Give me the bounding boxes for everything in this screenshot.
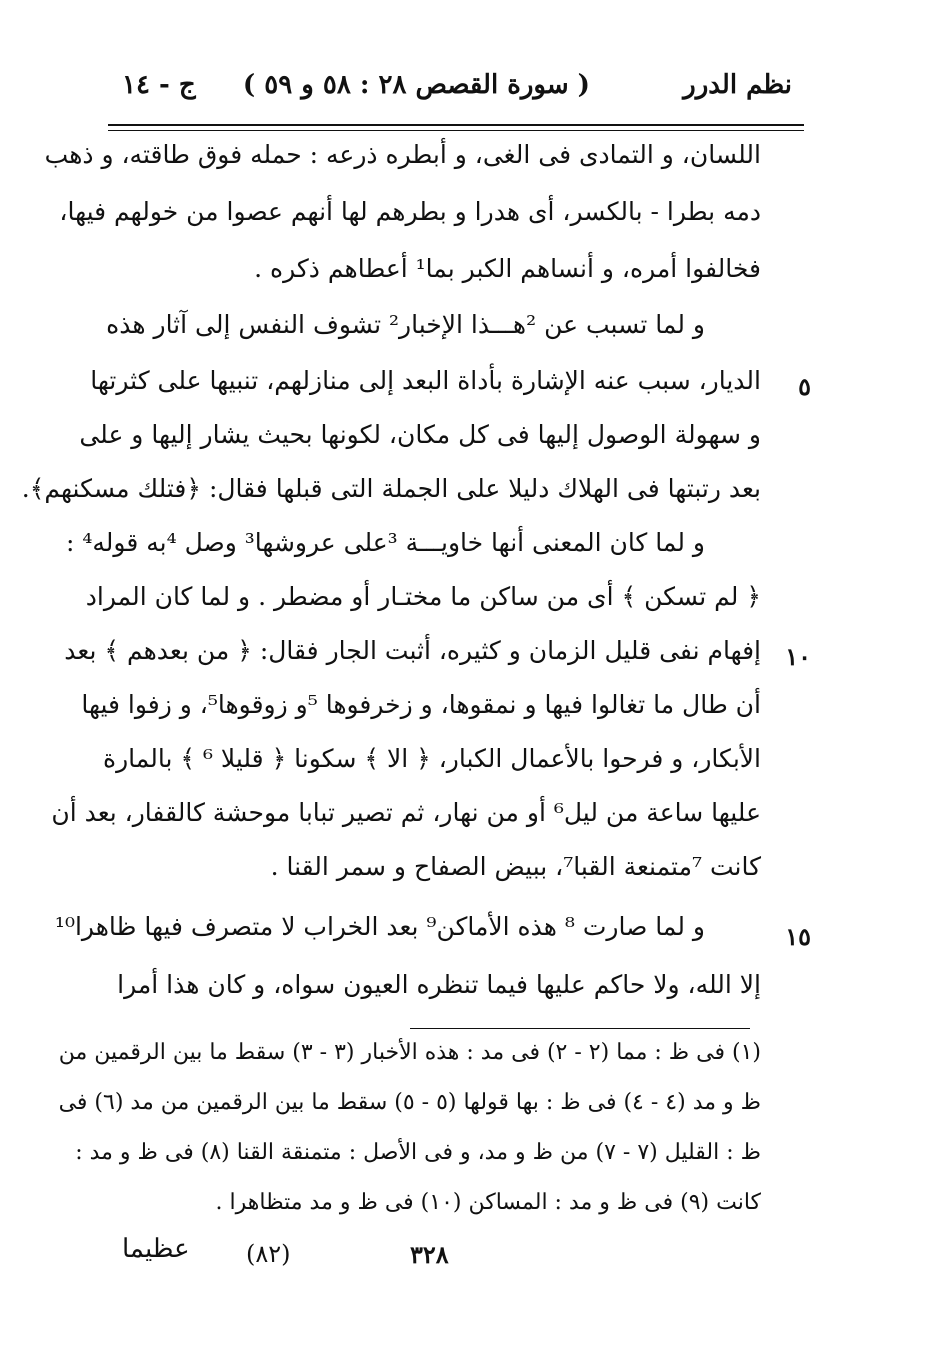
text-line: و لما تسبب عن ²هـــذا الإخبار² تشوف النفس إلى آثار هذه	[106, 310, 705, 339]
footnote-rule	[410, 1028, 750, 1029]
footnote-line: ظ : القليل (٧ - ٧) من ظ و مد، و فى الأصل : متمنقة القنا (٨) فى ظ و مد :	[75, 1140, 761, 1165]
text-line: فخالفوا أمره، و أنساهم الكبر بما¹ أعطاهم ذكره .	[254, 254, 761, 283]
text-line: إفهام نفى قليل الزمان و كثيره، أثبت الجار فقال: ﴿ من بعدهم ﴾ بعد	[64, 636, 761, 665]
text-line: و لما كان المعنى أنها خاويـــة ³على عروشها³ وصل ⁴به قوله⁴ :	[65, 528, 705, 557]
text-line: الديار، سبب عنه الإشارة بأداة البعد إلى منازلهم، تنبيها على كثرتها	[90, 366, 761, 395]
line-number-15: ١٥	[785, 922, 811, 951]
footnote-line: كانت (٩) فى ظ و مد : المساكن (١٠) فى ظ و مد متظاهرا .	[215, 1190, 761, 1215]
footnote-line: (١) فى ظ : مما (٢ - ٢) فى مد : هذه الأخبار (٣ - ٣) سقط ما بين الرقمين من	[58, 1040, 761, 1065]
text-line: إلا الله، ولا حاكم عليها فيما تنظره العيون سواه، و كان هذا أمرا	[117, 970, 761, 999]
catchword: عظيما	[122, 1234, 190, 1264]
text-line: و سهولة الوصول إليها فى كل مكان، لكونها بحيث يشار إليها و على	[79, 420, 761, 449]
text-line: الأبكار، و فرحوا بالأعمال الكبار، ﴿ الا ﴾ سكونا ﴿ قليلا ⁶ ﴾ بالمارة	[102, 744, 761, 773]
text-line: كانت ⁷متمنعة القبا⁷، ببيض الصفاح و سمر القنا .	[270, 852, 761, 881]
header-rule-thin	[108, 130, 804, 131]
text-line: و لما صارت ⁸ هذه الأماكن⁹ بعد الخراب لا متصرف فيها ظاهرا¹⁰	[54, 912, 705, 941]
running-header	[110, 70, 800, 110]
signature-mark: (٨٢)	[246, 1240, 291, 1268]
text-line: ﴿ لم تسكن ﴾ أى من ساكن ما مختـار أو مضطر . و لما كان المراد	[85, 582, 761, 611]
header-rule-thick	[108, 124, 804, 126]
book-title: نظم الدرر	[683, 70, 792, 100]
text-line: بعد رتبتها فى الهلاك دليلا على الجملة التى قبلها فقال: ﴿فتلك مسكنهم﴾.	[21, 474, 761, 503]
footnote-line: ظ و مد (٤ - ٤) فى ظ : بها قولها (٥ - ٥) سقط ما بين الرقمين من مد (٦) فى	[58, 1090, 761, 1115]
surah-reference: ( سورة القصص ٢٨ : ٥٨ و ٥٩ )	[242, 70, 590, 100]
line-number-5: ٥	[798, 372, 811, 401]
volume-number: ج - ١٤	[122, 70, 196, 100]
text-line: دمه بطرا - بالكسر، أى هدرا و بطرهم لها أنهم عصوا من خولهم فيها،	[59, 197, 761, 226]
text-line: اللسان، و التمادى فى الغى، و أبطره ذرعه : حمله فوق طاقته، و ذهب	[44, 140, 761, 169]
line-number-10: ١٠	[785, 642, 811, 671]
text-line: عليها ساعة من ليل⁶ أو من نهار، ثم تصير تبابا موحشة كالقفار، بعد أن	[51, 798, 761, 827]
text-line: أن طال ما تغالوا فيها و نمقوها، و زخرفوها ⁵و زوقوها⁵، و زفوا فيها	[81, 690, 761, 719]
page-number: ٣٢٨	[410, 1240, 449, 1269]
